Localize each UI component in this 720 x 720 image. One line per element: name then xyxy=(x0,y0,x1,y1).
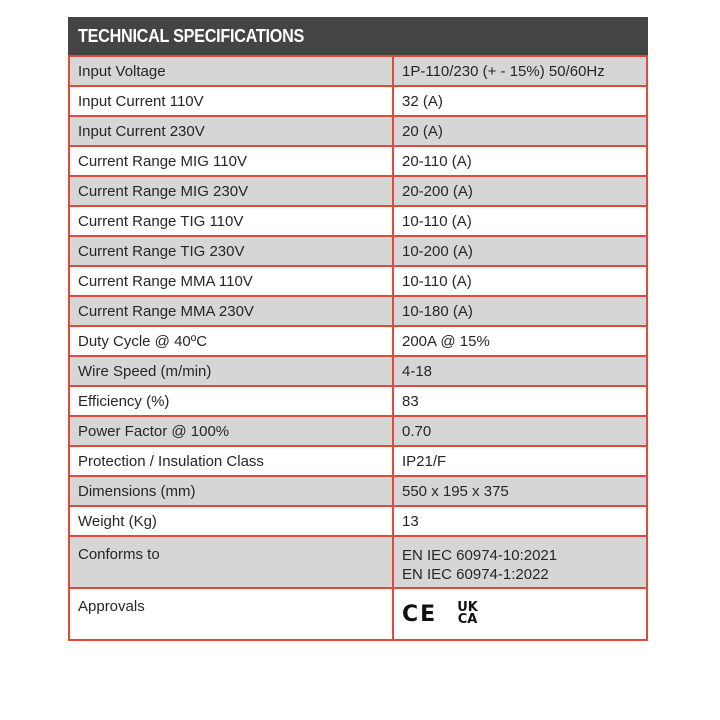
table-row xyxy=(69,296,647,326)
approvals-value xyxy=(393,588,647,640)
spec-header xyxy=(68,17,648,55)
table-row xyxy=(69,116,647,146)
row-label: Input Voltage xyxy=(69,56,393,86)
row-label: Current Range TIG 230V xyxy=(69,236,393,266)
row-value: 200A @ 15% xyxy=(393,326,647,356)
table-row xyxy=(69,86,647,116)
conforms-label: Conforms to xyxy=(69,536,393,588)
conforms-standard-2: EN IEC 60974-1:2022 xyxy=(402,566,549,583)
table-row xyxy=(69,356,647,386)
row-label: Dimensions (mm) xyxy=(69,476,393,506)
row-label: Current Range MMA 110V xyxy=(69,266,393,296)
row-value: 10-110 (A) xyxy=(393,206,647,236)
row-label: Current Range MIG 230V xyxy=(69,176,393,206)
spec-card xyxy=(68,17,648,641)
row-label: Weight (Kg) xyxy=(69,506,393,536)
table-row xyxy=(69,386,647,416)
table-row xyxy=(69,176,647,206)
row-label: Current Range MMA 230V xyxy=(69,296,393,326)
row-label: Wire Speed (m/min) xyxy=(69,356,393,386)
ukca-top: UK xyxy=(457,600,478,615)
table-row xyxy=(69,56,647,86)
table-row xyxy=(69,266,647,296)
row-value: 4-18 xyxy=(393,356,647,386)
spec-title: TECHNICAL SPECIFICATIONS xyxy=(78,26,305,46)
ukca-bottom: CA xyxy=(457,612,478,627)
conforms-value xyxy=(393,536,647,588)
row-label: Input Current 230V xyxy=(69,116,393,146)
conforms-row xyxy=(69,536,647,588)
row-label: Input Current 110V xyxy=(69,86,393,116)
table-row xyxy=(69,236,647,266)
row-value: 83 xyxy=(393,386,647,416)
table-row xyxy=(69,476,647,506)
approvals-row xyxy=(69,588,647,640)
row-value: 20 (A) xyxy=(393,116,647,146)
row-label: Efficiency (%) xyxy=(69,386,393,416)
row-label: Protection / Insulation Class xyxy=(69,446,393,476)
row-value: 0.70 xyxy=(393,416,647,446)
table-row xyxy=(69,506,647,536)
row-label: Power Factor @ 100% xyxy=(69,416,393,446)
row-value: 10-180 (A) xyxy=(393,296,647,326)
table-row xyxy=(69,416,647,446)
approvals-label: Approvals xyxy=(69,588,393,640)
row-value: 10-200 (A) xyxy=(393,236,647,266)
row-value: 550 x 195 x 375 xyxy=(393,476,647,506)
row-label: Duty Cycle @ 40ºC xyxy=(69,326,393,356)
table-row xyxy=(69,206,647,236)
row-value: 10-110 (A) xyxy=(393,266,647,296)
conforms-standard-1: EN IEC 60974-10:2021 xyxy=(402,547,558,564)
ukca-mark-icon xyxy=(457,602,478,626)
row-value: 20-200 (A) xyxy=(393,176,647,206)
approval-marks xyxy=(402,598,638,626)
row-value: 32 (A) xyxy=(393,86,647,116)
row-label: Current Range MIG 110V xyxy=(69,146,393,176)
ce-mark-icon: CE xyxy=(402,601,438,627)
row-value: IP21/F xyxy=(393,446,647,476)
table-row xyxy=(69,326,647,356)
row-label: Current Range TIG 110V xyxy=(69,206,393,236)
table-row xyxy=(69,146,647,176)
row-value: 13 xyxy=(393,506,647,536)
row-value: 1P-110/230 (+ - 15%) 50/60Hz xyxy=(393,56,647,86)
table-row xyxy=(69,446,647,476)
row-value: 20-110 (A) xyxy=(393,146,647,176)
spec-table xyxy=(68,55,648,641)
